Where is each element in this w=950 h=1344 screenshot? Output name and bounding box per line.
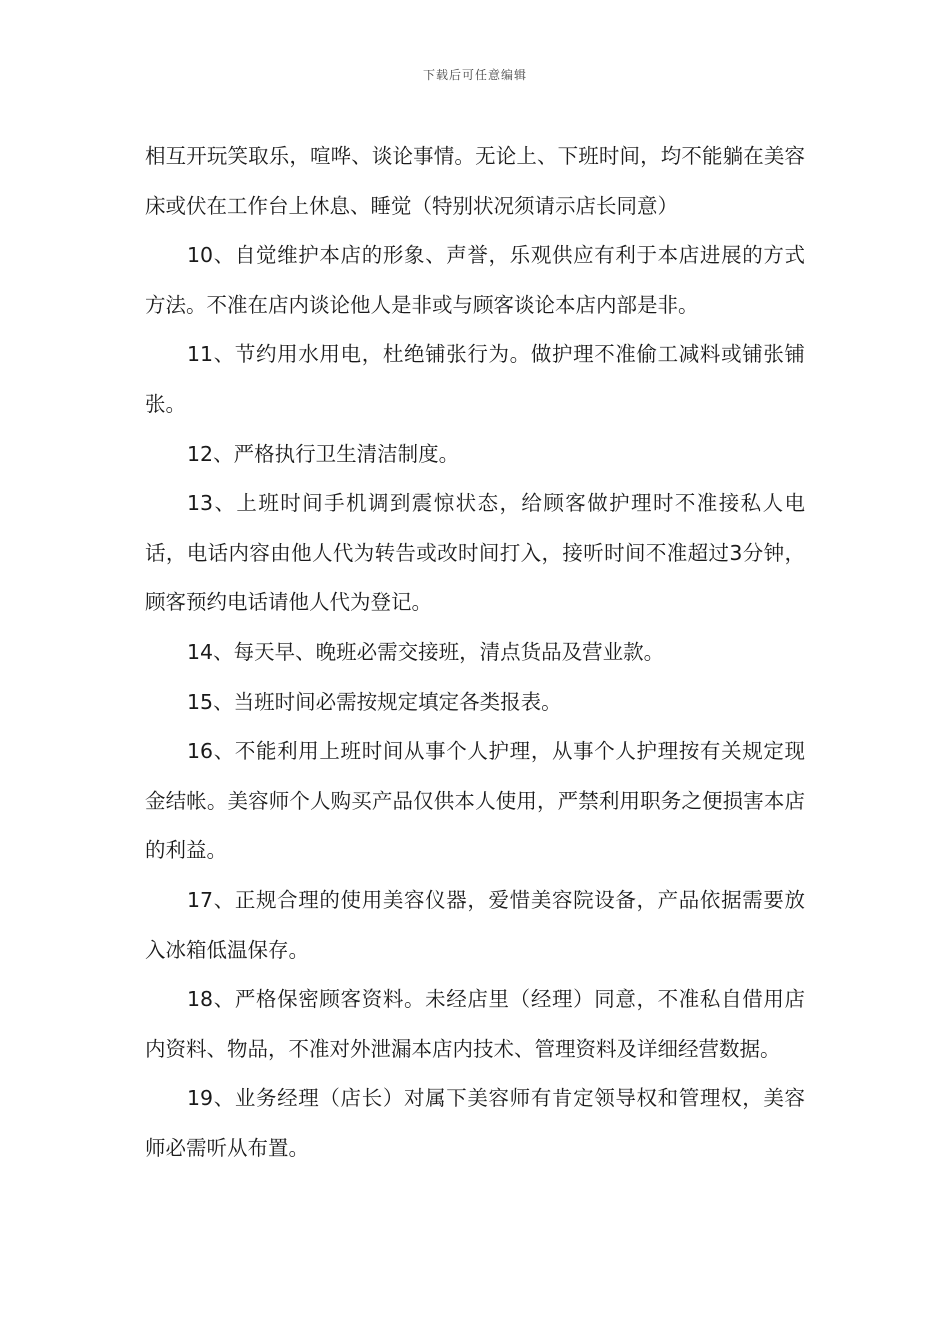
paragraph-rule-10: 10、自觉维护本店的形象、声誉，乐观供应有利于本店进展的方式方法。不准在店内谈论他人是非或与顾客谈论本店内部是非。 bbox=[145, 243, 805, 317]
paragraph-rule-13: 13、上班时间手机调到震惊状态，给顾客做护理时不准接私人电话，电话内容由他人代为转告或改时间打入，接听时间不准超过3分钟，顾客预约电话请他人代为登记。 bbox=[145, 491, 805, 615]
paragraph-rule-15: 15、当班时间必需按规定填定各类报表。 bbox=[187, 689, 562, 714]
paragraph-rule-11: 11、节约用水用电，杜绝铺张行为。做护理不准偷工减料或铺张铺张。 bbox=[145, 342, 805, 416]
paragraph-rule-12: 12、严格执行卫生清洁制度。 bbox=[187, 441, 460, 466]
paragraph-rule-18: 18、严格保密顾客资料。未经店里（经理）同意，不准私自借用店内资料、物品，不准对外泄漏本店内技术、管理资料及详细经营数据。 bbox=[145, 987, 805, 1061]
paragraph-rule-16: 16、不能利用上班时间从事个人护理，从事个人护理按有关规定现金结帐。美容师个人购买产品仅供本人使用，严禁利用职务之便损害本店的利益。 bbox=[145, 739, 805, 863]
paragraph-rule-17: 17、正规合理的使用美容仪器，爱惜美容院设备，产品依据需要放入冰箱低温保存。 bbox=[145, 887, 805, 962]
paragraph-rule-19: 19、业务经理（店长）对属下美容师有肯定领导权和管理权，美容师必需听从布置。 bbox=[145, 1086, 805, 1160]
paragraph-continuation: 相互开玩笑取乐，喧哗、谈论事情。无论上、下班时间，均不能躺在美容床或伏在工作台上休息、睡觉（特别状况须请示店长同意） bbox=[145, 144, 805, 218]
page-header-note: 下载后可任意编辑 bbox=[422, 68, 527, 82]
paragraph-rule-14: 14、每天早、晚班必需交接班，清点货品及营业款。 bbox=[187, 639, 665, 664]
document-body bbox=[145, 132, 805, 1173]
